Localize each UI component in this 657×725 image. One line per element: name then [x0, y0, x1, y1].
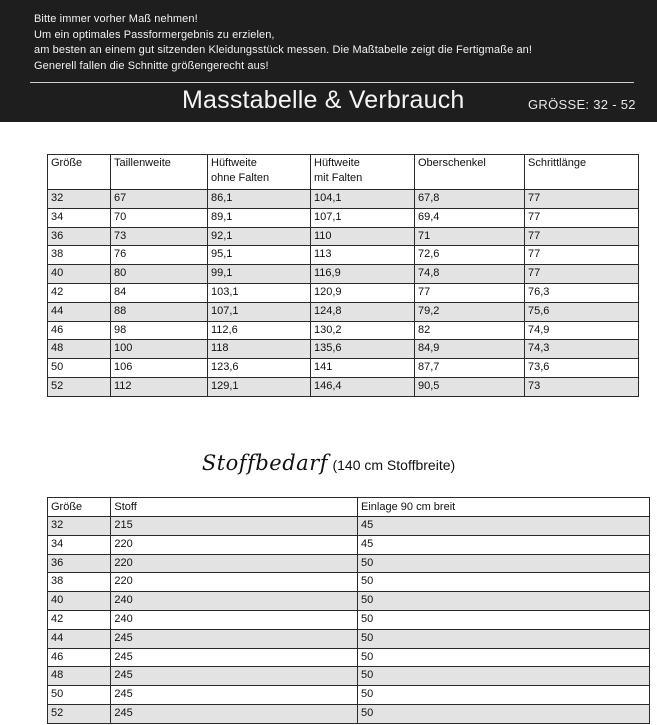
table-cell: 75,6 [525, 302, 639, 321]
table-cell: 220 [111, 554, 358, 573]
table-cell: 240 [111, 610, 358, 629]
table-cell: 50 [358, 667, 650, 686]
table-cell: 46 [48, 321, 111, 340]
table-cell: 40 [48, 265, 111, 284]
measurement-row [48, 283, 639, 302]
table-cell: 123,6 [208, 359, 311, 378]
table-cell: 34 [48, 208, 111, 227]
table-cell: 245 [111, 686, 358, 705]
header-thigh: Oberschenkel [415, 155, 525, 190]
fabric-row [48, 554, 650, 573]
table-cell: 52 [48, 704, 111, 723]
measurement-row [48, 265, 639, 284]
fabric-row [48, 629, 650, 648]
table-cell: 129,1 [208, 377, 311, 396]
fabric-row [48, 610, 650, 629]
note-line: Generell fallen die Schnitte größengerecht aus! [34, 59, 269, 72]
header-banner [0, 0, 657, 122]
fabric-row [48, 648, 650, 667]
table-cell: 240 [111, 592, 358, 611]
table-cell: 107,1 [311, 208, 415, 227]
table-cell: 120,9 [311, 283, 415, 302]
table-cell: 77 [415, 283, 525, 302]
table-cell: 76 [111, 246, 208, 265]
table-cell: 36 [48, 554, 111, 573]
fabric-row [48, 686, 650, 705]
table-cell: 77 [525, 190, 639, 209]
table-cell: 130,2 [311, 321, 415, 340]
table-cell: 50 [358, 704, 650, 723]
table-cell: 88 [111, 302, 208, 321]
table-cell: 46 [48, 648, 111, 667]
table-cell: 77 [525, 246, 639, 265]
table-cell: 84,9 [415, 340, 525, 359]
table-cell: 106 [111, 359, 208, 378]
table-cell: 44 [48, 302, 111, 321]
measurement-row [48, 377, 639, 396]
table-cell: 141 [311, 359, 415, 378]
table-cell: 74,8 [415, 265, 525, 284]
measurement-header-row [48, 155, 639, 190]
table-cell: 45 [358, 517, 650, 536]
measurement-row [48, 246, 639, 265]
table-cell: 50 [358, 686, 650, 705]
fabric-title [0, 451, 657, 475]
table-cell: 50 [358, 610, 650, 629]
table-cell: 87,7 [415, 359, 525, 378]
header-fabric: Stoff [111, 498, 358, 517]
measurement-row [48, 208, 639, 227]
table-cell: 50 [358, 629, 650, 648]
table-cell: 50 [48, 686, 111, 705]
table-cell: 38 [48, 573, 111, 592]
header-size: Größe [48, 155, 111, 190]
measurement-row [48, 190, 639, 209]
measurement-row [48, 340, 639, 359]
measurement-table [47, 154, 639, 397]
header-waist: Taillenweite [111, 155, 208, 190]
table-cell: 92,1 [208, 227, 311, 246]
table-cell: 42 [48, 283, 111, 302]
measurement-row [48, 321, 639, 340]
fabric-row [48, 704, 650, 723]
table-cell: 118 [208, 340, 311, 359]
table-cell: 80 [111, 265, 208, 284]
table-cell: 146,4 [311, 377, 415, 396]
table-cell: 99,1 [208, 265, 311, 284]
instruction-notes [34, 12, 532, 74]
measurement-table-body [48, 190, 639, 397]
table-cell: 220 [111, 573, 358, 592]
table-cell: 107,1 [208, 302, 311, 321]
table-cell: 89,1 [208, 208, 311, 227]
table-cell: 73 [525, 377, 639, 396]
table-cell: 245 [111, 704, 358, 723]
table-cell: 50 [358, 648, 650, 667]
table-cell: 44 [48, 629, 111, 648]
table-cell: 116,9 [311, 265, 415, 284]
table-cell: 48 [48, 667, 111, 686]
table-cell: 50 [358, 554, 650, 573]
table-cell: 50 [358, 592, 650, 611]
fabric-header-row [48, 498, 650, 517]
size-range: GRÖSSE: 32 - 52 [528, 97, 636, 112]
table-cell: 245 [111, 629, 358, 648]
table-cell: 112,6 [208, 321, 311, 340]
table-cell: 112 [111, 377, 208, 396]
header-divider [30, 82, 634, 83]
table-cell: 36 [48, 227, 111, 246]
fabric-table [47, 497, 650, 724]
table-cell: 100 [111, 340, 208, 359]
header-size: Größe [48, 498, 111, 517]
table-cell: 73 [111, 227, 208, 246]
fabric-row [48, 535, 650, 554]
fabric-row [48, 592, 650, 611]
table-cell: 124,8 [311, 302, 415, 321]
table-cell: 74,9 [525, 321, 639, 340]
fabric-title-script: Stoffbedarf [201, 451, 329, 475]
header-hip-with-pleats: Hüftweite mit Falten [311, 155, 415, 190]
fabric-title-sub: (140 cm Stoffbreite) [332, 457, 456, 473]
table-cell: 50 [358, 573, 650, 592]
table-cell: 90,5 [415, 377, 525, 396]
table-cell: 98 [111, 321, 208, 340]
header-inseam: Schrittlänge [525, 155, 639, 190]
note-line: Bitte immer vorher Maß nehmen! [34, 13, 198, 25]
table-cell: 73,6 [525, 359, 639, 378]
fabric-row [48, 517, 650, 536]
page-title: Masstabelle & Verbrauch [182, 86, 465, 114]
table-cell: 220 [111, 535, 358, 554]
table-cell: 76,3 [525, 283, 639, 302]
table-cell: 77 [525, 227, 639, 246]
table-cell: 71 [415, 227, 525, 246]
table-cell: 70 [111, 208, 208, 227]
fabric-table-body [48, 517, 650, 724]
fabric-row [48, 573, 650, 592]
table-cell: 50 [48, 359, 111, 378]
table-cell: 82 [415, 321, 525, 340]
table-cell: 32 [48, 190, 111, 209]
table-cell: 48 [48, 340, 111, 359]
table-cell: 245 [111, 648, 358, 667]
table-cell: 245 [111, 667, 358, 686]
measurement-row [48, 227, 639, 246]
table-cell: 52 [48, 377, 111, 396]
table-cell: 77 [525, 265, 639, 284]
table-cell: 215 [111, 517, 358, 536]
table-cell: 79,2 [415, 302, 525, 321]
table-cell: 110 [311, 227, 415, 246]
measurement-row [48, 302, 639, 321]
table-cell: 86,1 [208, 190, 311, 209]
table-cell: 42 [48, 610, 111, 629]
table-cell: 32 [48, 517, 111, 536]
table-cell: 72,6 [415, 246, 525, 265]
header-hip-no-pleats: Hüftweite ohne Falten [208, 155, 311, 190]
table-cell: 34 [48, 535, 111, 554]
fabric-row [48, 667, 650, 686]
note-line: am besten an einem gut sitzenden Kleidungsstück messen. Die Maßtabelle zeigt die Fertigmaße an! [34, 44, 533, 56]
header-interfacing: Einlage 90 cm breit [358, 498, 650, 517]
table-cell: 104,1 [311, 190, 415, 209]
table-cell: 84 [111, 283, 208, 302]
table-cell: 45 [358, 535, 650, 554]
table-cell: 103,1 [208, 283, 311, 302]
table-cell: 135,6 [311, 340, 415, 359]
table-cell: 95,1 [208, 246, 311, 265]
table-cell: 74,3 [525, 340, 639, 359]
table-cell: 40 [48, 592, 111, 611]
table-cell: 67,8 [415, 190, 525, 209]
measurement-row [48, 359, 639, 378]
table-cell: 77 [525, 208, 639, 227]
note-line: Um ein optimales Passformergebnis zu erzielen, [34, 28, 275, 41]
table-cell: 113 [311, 246, 415, 265]
table-cell: 67 [111, 190, 208, 209]
table-cell: 69,4 [415, 208, 525, 227]
table-cell: 38 [48, 246, 111, 265]
